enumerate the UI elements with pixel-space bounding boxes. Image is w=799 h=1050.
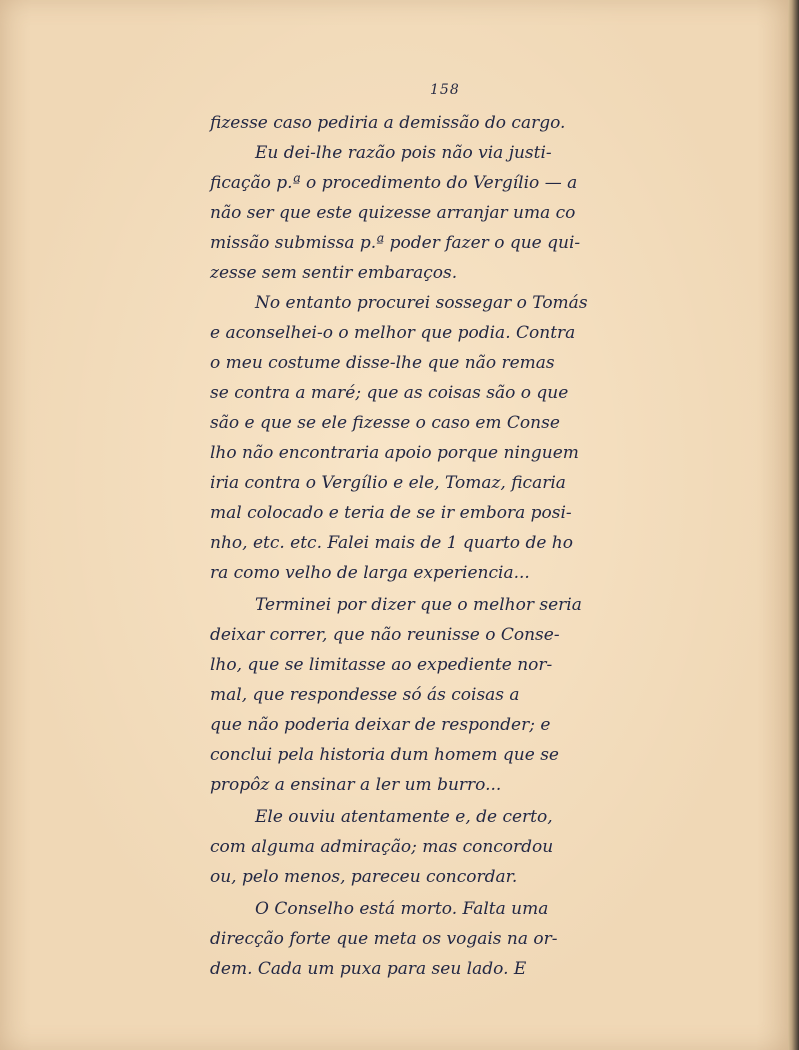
manuscript-line: ficação p.ª o procedimento do Vergílio — a	[210, 173, 578, 193]
manuscript-line: ra como velho de larga experiencia...	[210, 563, 530, 583]
manuscript-line: dem. Cada um puxa para seu lado. E	[210, 959, 527, 979]
manuscript-line: nho, etc. etc. Falei mais de 1 quarto de ho	[210, 533, 573, 553]
manuscript-line: conclui pela historia dum homem que se	[210, 745, 559, 765]
manuscript-line: se contra a maré; que as coisas são o que	[210, 383, 569, 403]
manuscript-line: mal, que respondesse só ás coisas a	[210, 685, 520, 705]
manuscript-line: propôz a ensinar a ler um burro...	[210, 775, 502, 795]
manuscript-line: Eu dei-lhe razão pois não via justi-	[255, 143, 552, 163]
manuscript-line: fizesse caso pediria a demissão do cargo.	[210, 113, 566, 133]
manuscript-line: No entanto procurei sossegar o Tomás	[255, 293, 588, 313]
manuscript-line: missão submissa p.ª poder fazer o que qui-	[210, 233, 581, 253]
manuscript-line: deixar correr, que não reunisse o Conse-	[210, 625, 560, 645]
manuscript-line: que não poderia deixar de responder; e	[210, 715, 551, 735]
manuscript-line: ou, pelo menos, pareceu concordar.	[210, 867, 518, 887]
manuscript-line: Terminei por dizer que o melhor seria	[255, 595, 582, 615]
manuscript-line: lho não encontraria apoio porque ninguem	[210, 443, 579, 463]
manuscript-line: O Conselho está morto. Falta uma	[255, 899, 549, 919]
page-number: 158	[430, 82, 460, 98]
manuscript-line: zesse sem sentir embaraços.	[210, 263, 458, 283]
manuscript-line: direcção forte que meta os vogais na or-	[210, 929, 558, 949]
manuscript-line: mal colocado e teria de se ir embora posi-	[210, 503, 572, 523]
manuscript-line: o meu costume disse-lhe que não remas	[210, 353, 555, 373]
manuscript-line: e aconselhei-o o melhor que podia. Contra	[210, 323, 576, 343]
manuscript-line: Ele ouviu atentamente e, de certo,	[255, 807, 553, 827]
page-edge-shadow	[788, 0, 799, 1050]
manuscript-line: lho, que se limitasse ao expediente nor-	[210, 655, 553, 675]
manuscript-line: são e que se ele fizesse o caso em Conse	[210, 413, 560, 433]
manuscript-line: não ser que este quizesse arranjar uma co	[210, 203, 576, 223]
manuscript-line: iria contra o Vergílio e ele, Tomaz, ficaria	[210, 473, 566, 493]
manuscript-line: com alguma admiração; mas concordou	[210, 837, 554, 857]
